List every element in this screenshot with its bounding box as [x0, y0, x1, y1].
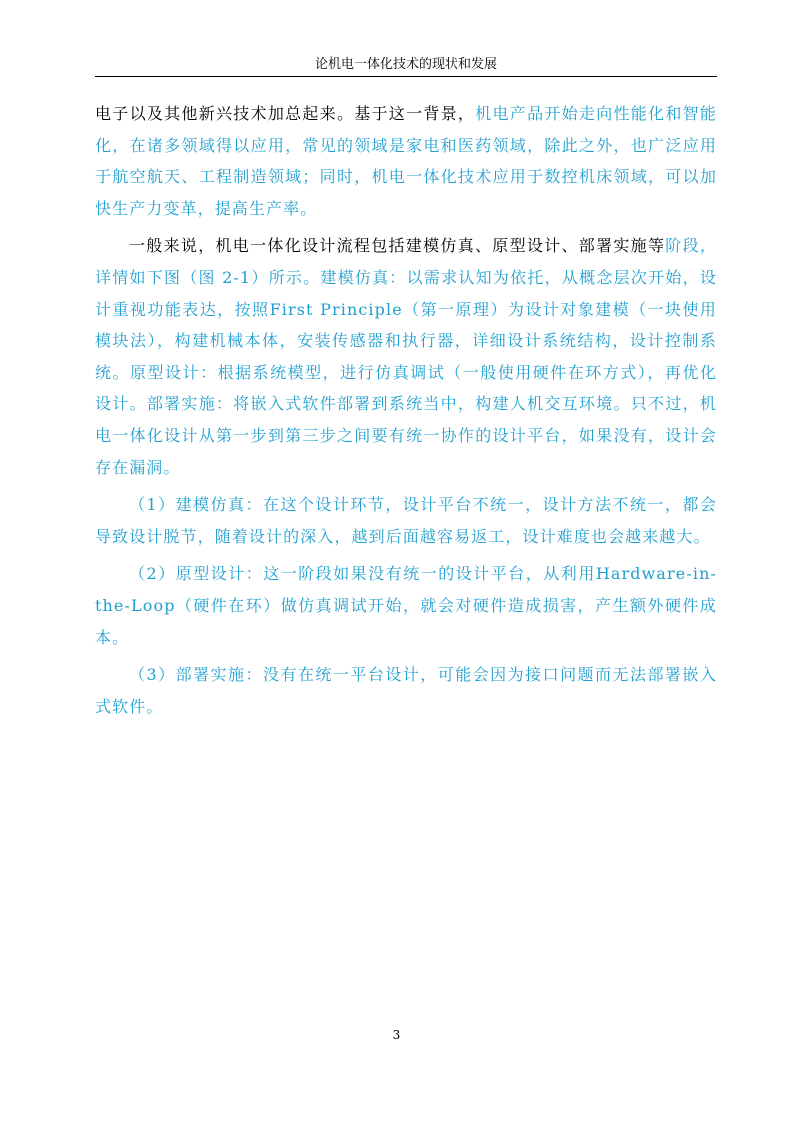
paragraph-1	[95, 98, 717, 224]
paragraph-2	[95, 230, 717, 483]
paragraph-5	[95, 659, 717, 722]
paragraph-1-blue-text: 机电产品开始走向性能化和智能化，在诸多领域得以应用，常见的领域是家电和医药领域，除此之外，也广泛应用于航空航天、工程制造领域；同时，机电一体化技术应用于数控机床领域，可以加快生产力变革，提高生产率。	[95, 104, 717, 218]
paragraph-2-blue-text: 阶段，详情如下图（图 2-1）所示。建模仿真：以需求认知为依托，从概念层次开始，设计重视功能表达，按照First Principle（第一原理）为设计对象建模（一块使用模块法），构建机械本体，安装传感器和执行器，详细设计系统结构，设计控制系统。原型设计：根据系统模型，进行仿真调试（一般使用硬件在环方式），再优化设计。部署实施：将嵌入式软件部署到系统当中，构建人机交互环境。只不过，机电一体化设计从第一步到第三步之间要有统一协作的设计平台，如果没有，设计会存在漏洞。	[95, 236, 717, 477]
header-title: 论机电一体化技术的现状和发展	[314, 57, 497, 72]
paragraph-5-text: （3）部署实施：没有在统一平台设计，可能会因为接口问题而无法部署嵌入式软件。	[95, 665, 717, 716]
document-body	[95, 98, 717, 728]
paragraph-4-text: （2）原型设计：这一阶段如果没有统一的设计平台，从利用Hardware-in-the-Loop（硬件在环）做仿真调试开始，就会对硬件造成损害，产生额外硬件成本。	[95, 564, 717, 647]
paragraph-4	[95, 558, 717, 653]
paragraph-3-text: （1）建模仿真：在这个设计环节，设计平台不统一，设计方法不统一，都会导致设计脱节，随着设计的深入，越到后面越容易返工，设计难度也会越来越大。	[95, 495, 717, 546]
paragraph-2-black-text: 一般来说，机电一体化设计流程包括建模仿真、原型设计、部署实施等	[129, 236, 666, 256]
page-number: 3	[392, 1028, 401, 1042]
paragraph-3	[95, 489, 717, 552]
page-header	[95, 56, 717, 77]
paragraph-1-black-text: 电子以及其他新兴技术加总起来。基于这一背景，	[95, 104, 476, 123]
